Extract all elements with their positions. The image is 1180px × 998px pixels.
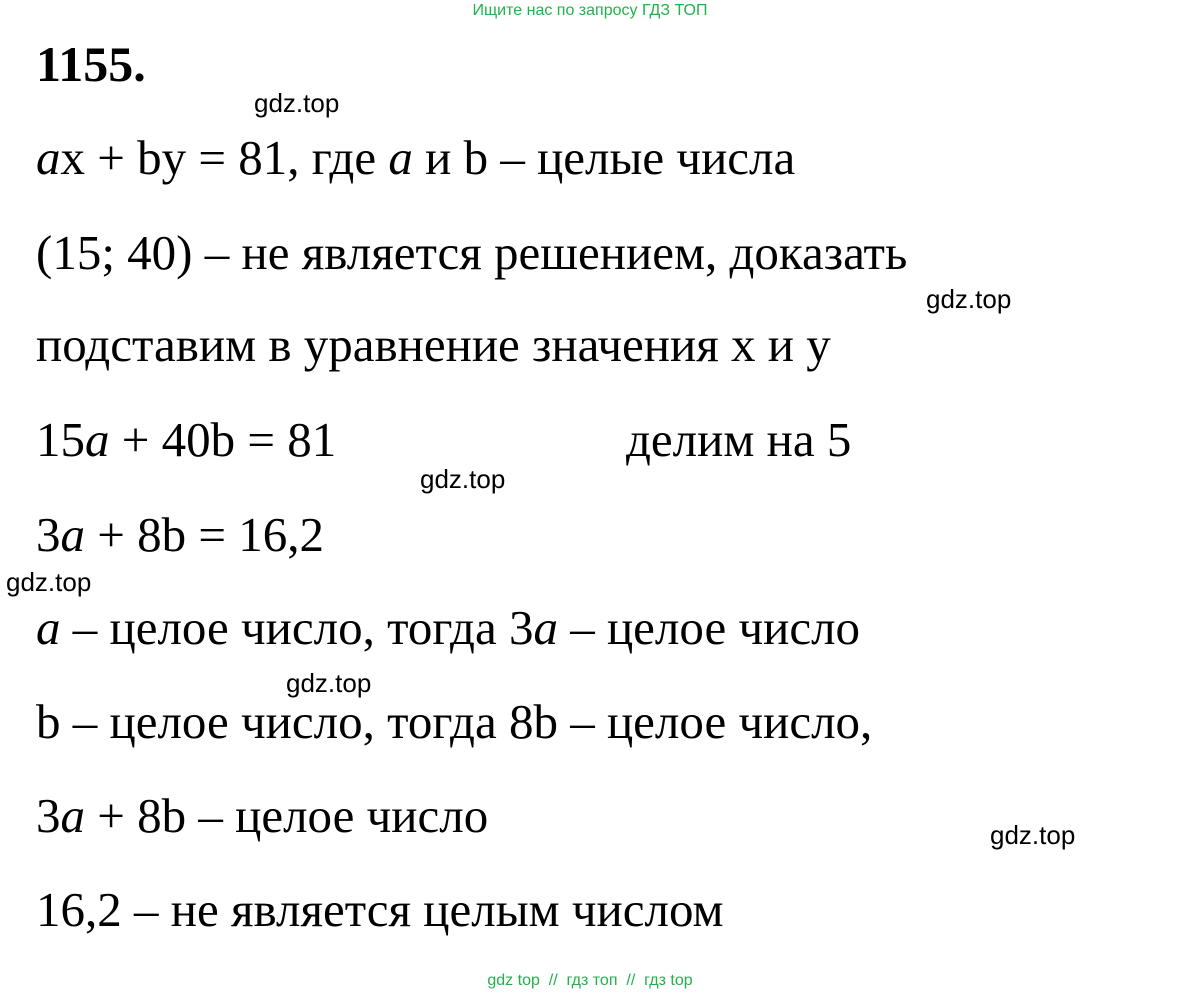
text-part: 3 (36, 788, 61, 843)
text-part: 3 (36, 507, 61, 562)
line-divide-note: делим на 5 (626, 412, 852, 467)
line-task: (15; 40) – не является решением, доказать (36, 225, 908, 280)
watermark: gdz.top (254, 88, 340, 118)
line-b-integer: b – целое число, тогда 8b – целое число, (36, 694, 873, 749)
var-a: a (36, 600, 61, 655)
line-a-integer (36, 598, 860, 658)
problem-number: 1155. (36, 36, 146, 92)
line-equation-15a (36, 410, 336, 470)
line-given-equation (36, 128, 795, 188)
text-part: + 8b – целое число (85, 788, 489, 843)
text-part: + 40b = 81 (109, 412, 337, 467)
text-part: – целое число (557, 600, 861, 655)
text-part: и b – целые числа (412, 130, 796, 185)
var-a: a (388, 130, 413, 185)
line-substitute: подставим в уравнение значения x и y (36, 317, 831, 372)
var-a: a (36, 130, 61, 185)
line-equation-3a (36, 505, 324, 565)
line-conclusion: 16,2 – не является целым числом (36, 882, 724, 937)
text-part: x + by = 81, где (60, 130, 389, 185)
text-part: + 8b = 16,2 (85, 507, 325, 562)
watermark: gdz.top (926, 284, 1012, 314)
line-sum-integer (36, 786, 488, 846)
top-banner: Ищите нас по запросу ГДЗ ТОП (472, 2, 708, 19)
watermark: gdz.top (6, 567, 92, 597)
var-a: a (60, 507, 85, 562)
watermark: gdz.top (420, 464, 506, 494)
var-a: a (60, 788, 85, 843)
var-a: a (85, 412, 110, 467)
watermark: gdz.top (990, 820, 1076, 850)
watermark: gdz.top (286, 668, 372, 698)
text-part: – целое число, тогда 3 (60, 600, 534, 655)
text-part: 15 (36, 412, 85, 467)
footer: gdz top // гдз топ // гдз top (487, 972, 693, 989)
var-a: a (533, 600, 558, 655)
